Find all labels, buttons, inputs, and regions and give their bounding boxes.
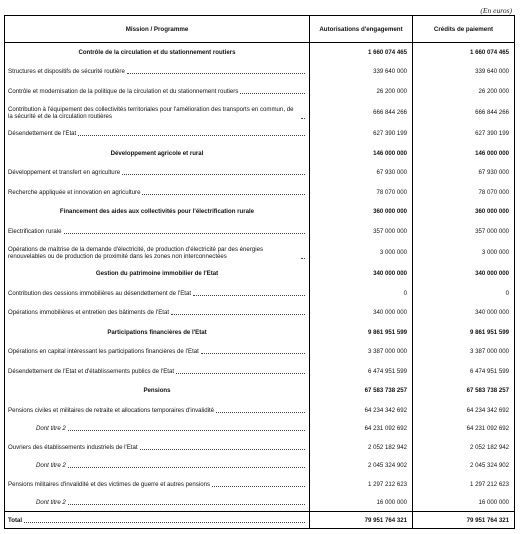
programme-label-cell [5,494,310,512]
autorisations-value: 340 000 000 [310,264,413,284]
leader-dots [176,373,305,374]
autorisations-value: 64 231 092 692 [310,420,413,438]
programme-label: Recherche appliquée et innovation en agriculture [8,188,141,196]
dotted-leader-line [8,462,306,469]
autorisations-value: 16 000 000 [310,494,413,512]
credits-value: 2 052 182 942 [413,438,515,458]
programme-row [5,401,515,421]
autorisations-value: 67 583 738 257 [310,381,413,401]
header-fragment-text [0,0,523,4]
dotted-leader-line [8,481,306,488]
autorisations-value: 67 930 000 [310,163,413,183]
programme-row [5,183,515,203]
dotted-leader-line [8,444,306,451]
credits-value: 360 000 000 [413,202,515,222]
leader-dots [212,486,305,487]
leader-dots [216,412,305,413]
autorisations-value: 78 070 000 [310,183,413,203]
autorisations-value: 0 [310,284,413,304]
leader-dots [68,467,305,468]
programme-row [5,241,515,264]
mission-label: Gestion du patrimoine immobilier de l'Etat [95,270,219,278]
leader-dots [142,194,305,195]
credits-value: 666 844 266 [413,101,515,124]
programme-label: Ouvriers des établissements industriels de l'Etat [8,443,138,451]
dotted-leader-line [8,228,306,235]
leader-dots [201,353,305,354]
autorisations-value: 2 052 182 942 [310,438,413,458]
credits-value: 357 000 000 [413,222,515,242]
autorisations-value: 666 844 266 [310,101,413,124]
programme-label-cell [5,342,310,362]
autorisations-value: 1 660 074 465 [310,43,413,63]
leader-dots [171,314,305,315]
programme-label: Désendettement de l'Etat et d'établissements publics de l'Etat [8,367,175,375]
programme-label-cell [5,420,310,438]
programme-label: Contribution des cessions immobilières au désendettement de l'Etat [8,289,192,297]
autorisations-value: 2 045 324 902 [310,457,413,475]
mission-label: Financement des aides aux collectivités pour l'électrification rurale [59,208,255,216]
programme-label-cell [5,183,310,203]
dotted-leader-line [8,499,306,506]
programme-label: Contribution à l'équipement des collectivités territoriales pour l'amélioration des transports en commun, de la sécurité et de la circulation routières [8,105,294,120]
programme-label: Opérations de maîtrise de la demande d'électricité, de production d'électricité par des énergies renouvelables ou de production de proximité dans les zones non interconnectées [8,245,264,260]
autorisations-value: 9 861 951 599 [310,323,413,343]
credits-value: 67 583 738 257 [413,381,515,401]
programme-label: Désendettement de l'Etat [8,130,77,138]
autorisations-value: 357 000 000 [310,222,413,242]
programme-row [5,284,515,304]
unit-note: (En euros) [480,6,512,15]
mission-label: Participations financières de l'Etat [107,328,207,336]
mission-row [5,202,515,222]
programme-label-cell [5,401,310,421]
table-header-row [5,16,515,43]
credits-value: 6 474 951 599 [413,362,515,382]
programme-label-cell [5,241,310,264]
autorisations-value: 360 000 000 [310,202,413,222]
credits-value: 2 045 324 902 [413,457,515,475]
dotted-leader-line [8,290,306,297]
leader-dots [127,73,305,74]
programme-label: Opérations en capital intéressant les participations financières de l'Etat [8,348,199,356]
autorisations-value: 3 387 000 000 [310,342,413,362]
credits-value: 78 070 000 [413,183,515,203]
autorisations-value: 339 640 000 [310,62,413,82]
dotted-leader-line [8,348,306,355]
credits-value: 0 [413,284,515,304]
credits-value: 340 000 000 [413,264,515,284]
leader-dots [240,93,305,94]
credits-value: 64 231 092 692 [413,420,515,438]
credits-value: 16 000 000 [413,494,515,512]
autorisations-value: 627 390 199 [310,124,413,144]
dotted-leader-line [8,407,306,414]
programme-row [5,475,515,495]
dotted-leader-line [8,88,306,95]
autorisations-value: 146 000 000 [310,144,413,164]
leader-dots [78,135,305,136]
mission-row [5,264,515,284]
credits-value: 1 660 074 465 [413,43,515,63]
leader-dots [24,522,305,523]
programme-label-cell [5,124,310,144]
dotted-leader-line [8,68,306,75]
mission-row [5,381,515,401]
autorisations-value: 26 200 000 [310,82,413,102]
programme-row [5,101,515,124]
programme-label-cell [5,82,310,102]
mission-label: Développement agricole et rural [110,149,204,157]
autorisations-value: 6 474 951 599 [310,362,413,382]
dotted-leader-line [8,246,306,260]
leader-dots [193,295,305,296]
mission-label: Contrôle de la circulation et du stationnement routiers [78,49,236,56]
credits-value: 146 000 000 [413,144,515,164]
mission-label-cell [5,144,310,164]
credits-value: 67 930 000 [413,163,515,183]
dotted-leader-line [8,517,306,524]
leader-dots [64,233,305,234]
programme-label: Structures et dispositifs de sécurité routière [8,68,125,76]
total-row [5,512,515,529]
leader-dots [301,118,305,119]
autorisations-value: 1 297 212 623 [310,475,413,495]
programme-label: Pensions militaires d'invalidité et des victimes de guerre et autres pensions [8,480,211,488]
total-label-cell [5,512,310,529]
credits-value: 339 640 000 [413,62,515,82]
credits-value: 26 200 000 [413,82,515,102]
programme-row [5,82,515,102]
autorisations-value: 3 000 000 [310,241,413,264]
mission-label: Pensions [143,387,171,395]
total-autorisations-value: 79 951 764 321 [310,512,413,529]
mission-label-cell [5,381,310,401]
programme-label-cell [5,62,310,82]
programme-label-cell [5,457,310,475]
mission-label-cell [5,202,310,222]
programme-label-cell [5,475,310,495]
dotted-leader-line [8,368,306,375]
programme-label-cell [5,101,310,124]
credits-value: 64 234 342 692 [413,401,515,421]
dotted-leader-line [8,106,306,120]
programme-label: Pensions civiles et militaires de retraite et allocations temporaires d'invalidité [8,406,215,414]
programme-label-cell [5,284,310,304]
programme-label-cell [5,303,310,323]
programme-row [5,163,515,183]
mission-label-cell [5,323,310,343]
programme-label: Développement et transfert en agriculture [8,169,121,177]
programme-label-cell [5,163,310,183]
programme-row [5,222,515,242]
credits-value: 3 387 000 000 [413,342,515,362]
programme-row [5,494,515,512]
mission-row [5,144,515,164]
dotted-leader-line [8,309,306,316]
leader-dots [68,430,305,431]
leader-dots [140,449,305,450]
dotted-leader-line [8,169,306,176]
header-autorisations: Autorisations d'engagement [310,16,413,43]
leader-dots [301,258,305,259]
table-body [5,43,515,529]
programme-label-cell [5,438,310,458]
autorisations-value: 340 000 000 [310,303,413,323]
dont-titre-label: Dont titre 2 [36,425,66,433]
mission-label-cell [5,264,310,284]
credits-value: 9 861 951 599 [413,323,515,343]
mission-row [5,43,515,63]
credits-value: 627 390 199 [413,124,515,144]
programme-label: Contrôle et modernisation de la politique de la circulation et du stationnement routiers [8,87,239,95]
leader-dots [68,504,305,505]
dotted-leader-line [8,130,306,137]
credits-value: 3 000 000 [413,241,515,264]
autorisations-value: 64 234 342 692 [310,401,413,421]
programme-row [5,303,515,323]
header-mission: Mission / Programme [5,16,310,43]
credits-value: 340 000 000 [413,303,515,323]
programme-label: Electrification rurale [8,227,62,235]
cropped-page-header [0,0,523,4]
dotted-leader-line [8,425,306,432]
programme-row [5,438,515,458]
dont-titre-label: Dont titre 2 [36,499,66,506]
dont-titre-label: Dont titre 2 [36,462,66,470]
total-label: Total [8,516,23,524]
programme-label-cell [5,222,310,242]
mission-label-cell [5,43,310,63]
programme-row [5,420,515,438]
mission-row [5,323,515,343]
budget-table [4,15,515,529]
programme-label-cell [5,362,310,382]
header-credits: Crédits de paiement [413,16,515,43]
programme-row [5,362,515,382]
programme-row [5,124,515,144]
programme-label: Opérations immobilières et entretien des bâtiments de l'Etat [8,309,170,317]
total-credits-value: 79 951 764 321 [413,512,515,529]
credits-value: 1 297 212 623 [413,475,515,495]
dotted-leader-line [8,189,306,196]
programme-row [5,62,515,82]
programme-row [5,457,515,475]
leader-dots [122,174,305,175]
programme-row [5,342,515,362]
